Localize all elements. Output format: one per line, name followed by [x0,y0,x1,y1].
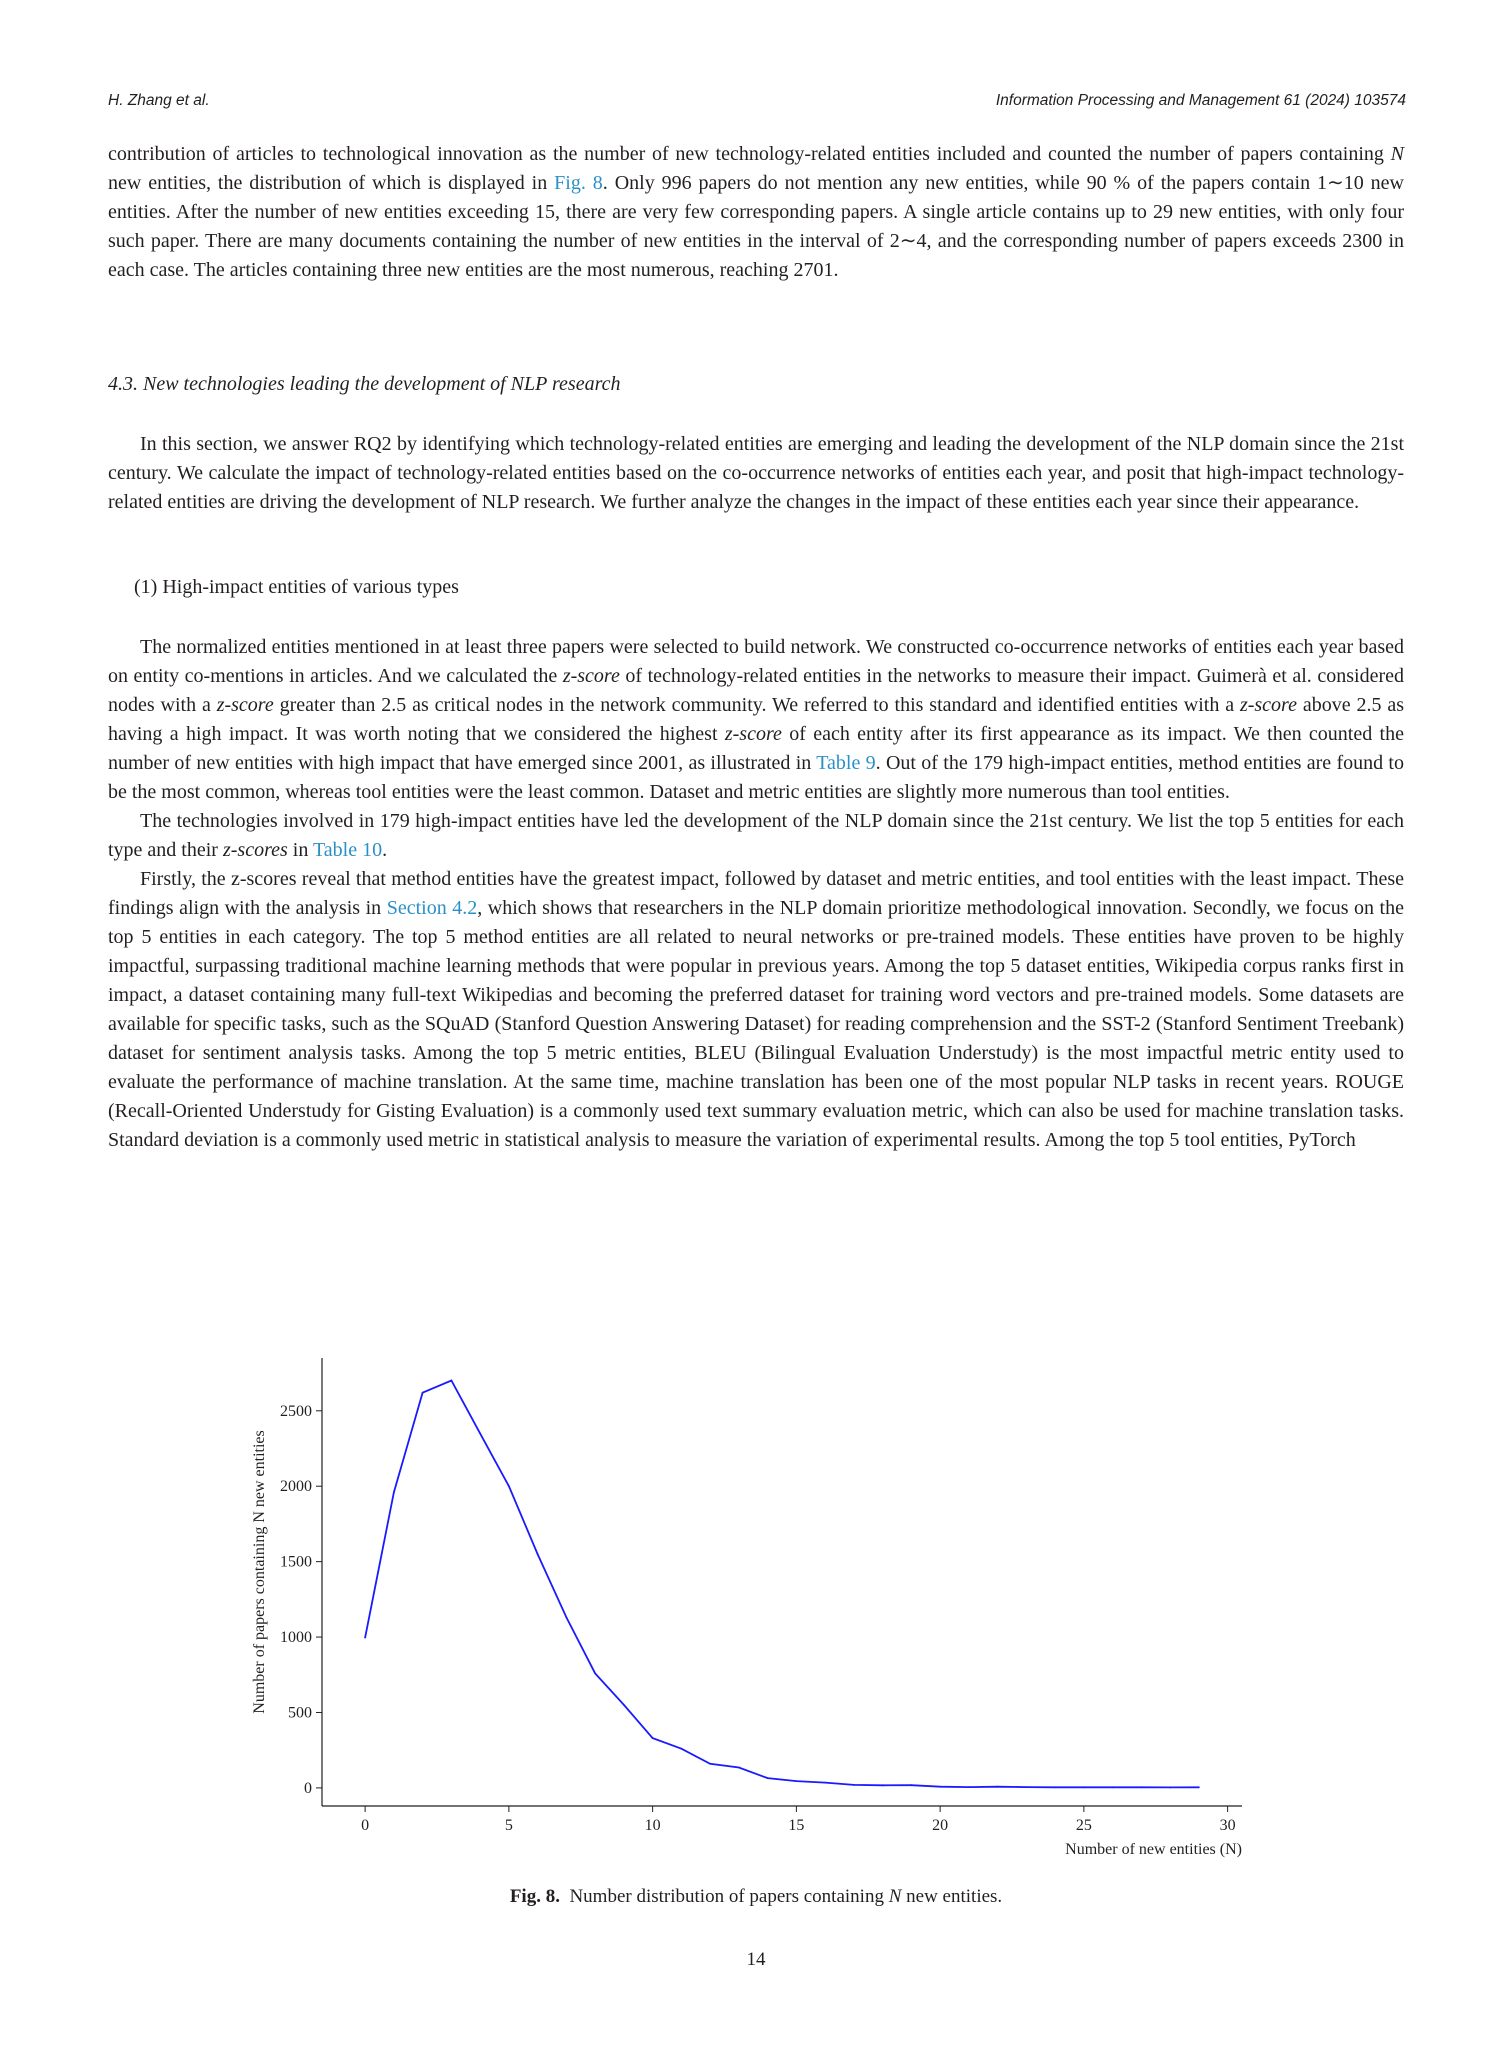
p3-text-b: , which shows that researchers in the NLP domain prioritize methodological innovation. Secondly, we focus on the top 5 entities in each category. The top 5 method entities are all related to neural networks or pre-trained models. These entities have proven to be highly impactful, surpassing traditional machine learning methods that were popular in previous years. Among the top 5 dataset entities, Wikipedia corpus ranks first in impact, a dataset containing many full-text Wikipedias and becoming the preferred dataset for training word vectors and pre-trained models. Some datasets are available for specific tasks, such as the SQuAD (Stanford Question Answering Dataset) for reading comprehension and the SST-2 (Stanford Sentiment Treebank) dataset for sentiment analysis tasks. Among the top 5 metric entities, BLEU (Bilingual Evaluation Understudy) is the most impactful metric entity used to evaluate the performance of machine translation. At the same time, machine translation has been one of the most popular NLP tasks in recent years. ROUGE (Recall-Oriented Understudy for Gisting Evaluation) is a commonly used text summary evaluation metric, which can also be used for machine translation tasks. Standard deviation is a commonly used metric in statistical analysis to measure the variation of experimental results. Among the top 5 tool entities, PyTorch [108,897,1404,1151]
subsection-paragraph-3 [108,865,1404,1155]
data-point [709,1763,711,1765]
running-header-authors: H. Zhang et al. [108,92,210,109]
data-point [795,1780,797,1782]
data-point [1025,1786,1027,1788]
data-point [680,1748,682,1750]
data-point [594,1672,596,1674]
section-paragraph [108,430,1404,517]
table10-link[interactable]: Table 10 [312,839,383,861]
page-number: 14 [746,1949,766,1970]
figure-caption [0,1886,1512,1908]
y-tick-label: 2500 [280,1402,312,1420]
data-point [824,1782,826,1784]
section-title: 4.3. New technologies leading the development of NLP research [108,373,621,395]
para1-text-c: . Only 996 papers do not mention any new entities, while 90 % of the papers contain 1∼10 new entities. After the number of new entities exceeding 15, there are very few corresponding papers. A single article contains up to 29 new entities, with only four such paper. There are many documents containing the number of new entities in the interval of 2∼4, and the corresponding number of papers exceeds 2300 in each case. The articles containing three new entities are the most numerous, reaching 2701. [108,172,1405,281]
x-tick-label: 20 [932,1817,949,1834]
p1-text-e: of each entity after its first appearance as its impact. We then counted the number of new entities with high impact that have emerged since 2001, as illustrated in [108,723,1404,774]
chart-ticks [280,1403,1236,1834]
subsection-paragraph-2 [108,807,1404,865]
p2-text-b: in [287,839,313,861]
p1-zscore-4: z-score [724,723,782,745]
data-point [882,1784,884,1786]
chart-xlabel: Number of new entities (N) [1065,1841,1242,1858]
para1-n-italic: N [1390,143,1404,165]
data-point [1112,1786,1114,1788]
x-tick-label: 5 [504,1817,513,1834]
para1-text-b: new entities, the distribution of which is displayed in [108,172,555,194]
data-point [508,1485,510,1487]
data-point [853,1784,855,1786]
data-point [652,1737,654,1739]
x-tick-label: 0 [361,1817,370,1834]
p1-text-f: . Out of the 179 high-impact entities, method entities are found to be the most common, whereas tool entities were the least common. Dataset and metric entities are slightly more numerous than tool entities. [108,752,1404,803]
running-header-journal: Information Processing and Management 61 (2024) 103574 [995,92,1406,109]
fig8-link[interactable]: Fig. 8 [554,172,603,194]
data-point [422,1392,424,1394]
p1-text-a: The normalized entities mentioned in at least three papers were selected to build network. We constructed co-occurrence networks of entities each year based on entity co-mentions in articles. And we calculated the [108,636,1404,687]
table9-link[interactable]: Table 9 [816,752,876,774]
caption-text-b: new entities. [901,1886,1003,1907]
section-paragraph-text: In this section, we answer RQ2 by identifying which technology-related entities are emerging and leading the development of the NLP domain since the 21st century. We calculate the impact of technology-related entities based on the co-occurrence networks of entities each year, and posit that high-impact technology-related entities are driving the development of NLP research. We further analyze the changes in the impact of these entities each year since their appearance. [108,433,1404,513]
p3-text-a: Firstly, the z-scores reveal that method entities have the greatest impact, followed by dataset and metric entities, and tool entities with the least impact. These findings align with the analysis in [108,868,1404,919]
para1-text-a: contribution of articles to technological innovation as the number of new technology-related entities included and counted the number of papers containing [108,143,1391,165]
data-point [910,1784,912,1786]
data-point [565,1617,567,1619]
p1-zscore-1: z-score [562,665,620,687]
chart-ylabel: Number of papers containing N new entities [251,1430,268,1714]
data-point [939,1786,941,1788]
p1-zscore-2: z-score [216,694,274,716]
x-tick-label: 30 [1219,1817,1236,1834]
p2-zscores: z-scores [222,839,288,861]
p2-text-a: The technologies involved in 179 high-impact entities have led the development of the NLP domain since the 21st century. We list the top 5 entities for each type and their [108,810,1404,861]
section42-link[interactable]: Section 4.2 [386,897,478,919]
data-point [997,1786,999,1788]
y-tick-label: 500 [288,1704,312,1722]
y-tick-label: 0 [304,1779,312,1797]
data-point [537,1553,539,1555]
subsection-paragraph-1 [108,633,1404,807]
data-point [1198,1786,1200,1788]
series-line [365,1381,1199,1788]
p1-text-c: greater than 2.5 as critical nodes in the network community. We referred to this standard and identified entities with a [273,694,1240,716]
data-point [1140,1786,1142,1788]
data-point [364,1637,366,1639]
data-point [1054,1786,1056,1788]
fig8-line-chart [240,1340,1280,1860]
data-point [623,1704,625,1706]
y-tick-label: 2000 [280,1478,312,1496]
x-tick-label: 10 [644,1817,661,1834]
data-point [968,1786,970,1788]
data-point [450,1380,452,1382]
p1-text-d: above 2.5 as having a high impact. It was worth noting that we considered the highest [108,694,1404,745]
data-point [1169,1787,1171,1789]
p1-text-b: of technology-related entities in the networks to measure their impact. Guimerà et al. considered nodes with a [108,665,1404,716]
data-point [479,1433,481,1435]
p1-zscore-3: z-score [1239,694,1297,716]
data-point [393,1491,395,1493]
chart-axes [322,1358,1242,1806]
x-tick-label: 25 [1075,1817,1092,1834]
paragraph-intro [108,140,1404,285]
p2-text-c: . [382,839,388,861]
y-tick-label: 1500 [280,1553,312,1571]
figure-label: Fig. 8. [509,1886,560,1907]
subsection-title: (1) High-impact entities of various types [134,576,459,598]
y-tick-label: 1000 [280,1629,312,1647]
x-tick-label: 15 [788,1817,805,1834]
data-point [738,1767,740,1769]
data-point [1083,1786,1085,1788]
caption-n-italic: N [888,1886,902,1907]
data-point [767,1777,769,1779]
caption-text-a: Number distribution of papers containing [569,1886,889,1907]
chart-series [364,1380,1200,1789]
subsection-body [108,633,1404,1155]
